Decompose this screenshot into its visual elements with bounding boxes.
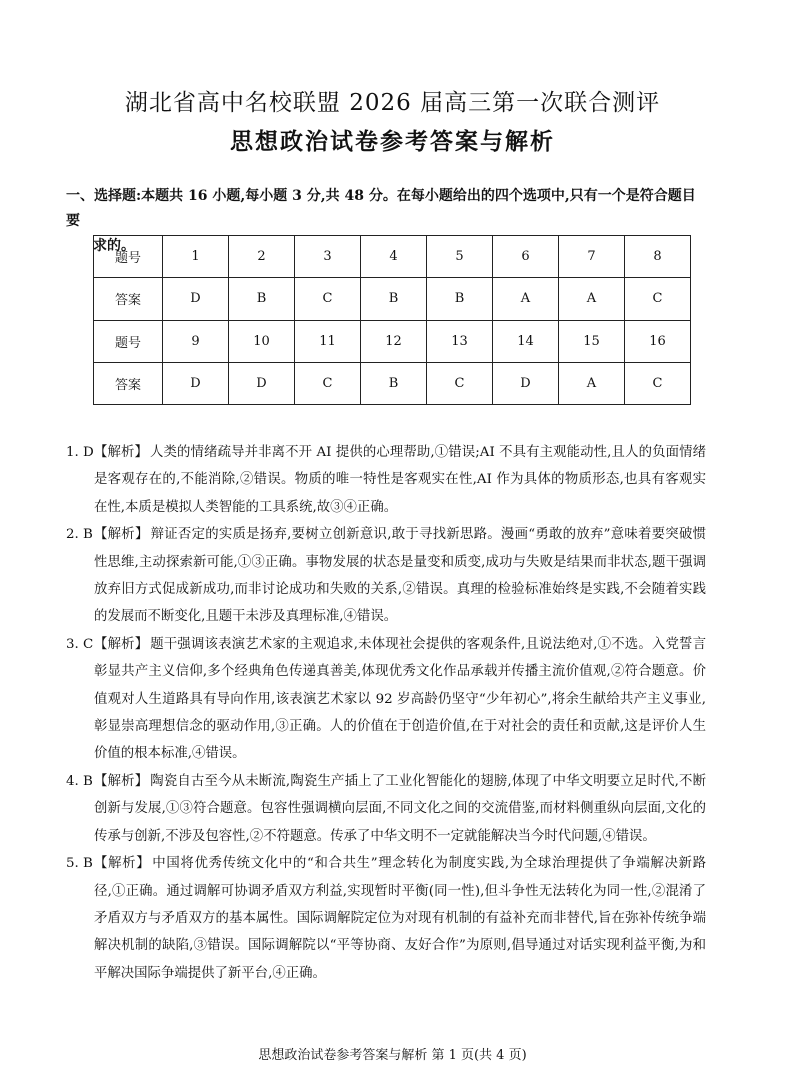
- table-cell: A: [559, 362, 625, 404]
- table-cell: B: [361, 278, 427, 320]
- table-cell: 2: [229, 236, 295, 278]
- table-cell: B: [229, 278, 295, 320]
- exam-title: 湖北省高中名校联盟 2026 届高三第一次联合测评: [124, 90, 661, 116]
- table-cell: 14: [493, 320, 559, 362]
- section-1-intro-line2: 求的。: [93, 238, 135, 254]
- explanation-item: [66, 631, 706, 768]
- table-row: [94, 362, 691, 404]
- table-cell: B: [361, 362, 427, 404]
- explanation-item: [66, 768, 706, 850]
- table-cell: C: [427, 362, 493, 404]
- table-cell: 4: [361, 236, 427, 278]
- table-cell: 6: [493, 236, 559, 278]
- table-cell: 13: [427, 320, 493, 362]
- table-cell: 11: [295, 320, 361, 362]
- table-cell: C: [295, 362, 361, 404]
- answer-table: [93, 235, 691, 405]
- explanation-item: [66, 850, 706, 987]
- table-cell: 5: [427, 236, 493, 278]
- table-cell: D: [229, 362, 295, 404]
- analysis-text: 辩证否定的实质是扬弃,要树立创新意识,敢于寻找新思路。漫画“勇敢的放弃”意味着要突破惯性思维,主动探索新可能,①③正确。事物发展的状态是量变和质变,成功与失败是结果而非状态,题干强调放弃旧方式促成新成功,而非讨论成功和失败的关系,②错误。真理的检验标准始终是实践,不会随着实践的发展而不断变化,且题干未涉及真理标准,④错误。: [94, 527, 707, 625]
- explanation-list: [66, 439, 706, 987]
- table-cell: 15: [559, 320, 625, 362]
- row-label: 题号: [94, 236, 163, 278]
- analysis-text: 人类的情绪疏导并非离不开 AI 提供的心理帮助,①错误;AI 不具有主观能动性,且人的负面情绪是客观存在的,不能消除,②错误。物质的唯一特性是客观实在性,AI 作为具体的物质形态,也具有客观实在性,本质是模拟人类智能的工具系统,故③④正确。: [94, 445, 706, 515]
- analysis-text: 陶瓷自古至今从未断流,陶瓷生产插上了工业化智能化的翅膀,体现了中华文明要立足时代,不断创新与发展,①③符合题意。包容性强调横向层面,不同文化之间的交流借鉴,而材料侧重纵向层面,文化的传承与创新,不涉及包容性,②不符题意。传承了中华文明不一定就能解决当今时代问题,④错误。: [94, 773, 706, 844]
- table-cell: D: [493, 362, 559, 404]
- table-cell: 7: [559, 236, 625, 278]
- table-cell: D: [163, 278, 229, 320]
- table-cell: 9: [163, 320, 229, 362]
- question-number: 2. B: [66, 527, 93, 543]
- table-cell: 8: [625, 236, 691, 278]
- table-cell: C: [295, 278, 361, 320]
- row-label: 答案: [94, 278, 163, 320]
- table-cell: 12: [361, 320, 427, 362]
- table-cell: A: [559, 278, 625, 320]
- analysis-tag: 【解析】: [94, 856, 151, 872]
- analysis-text: 题干强调该表演艺术家的主观追求,未体现社会提供的客观条件,且说法绝对,①不选。入党誓言彰显共产主义信仰,多个经典角色传递真善美,体现优秀文化作品承载并传播主流价值观,②符合题意。价值观对人生道路具有导向作用,该表演艺术家以 92 岁高龄仍坚守“少年初心”,将余生献给共产主义事业,彰显崇高理想信念的驱动作用,③正确。人的价值在于创造价值,在于对社会的责任和贡献,这是评价人生价值的根本标准,④错误。: [94, 636, 706, 762]
- answer-key-title: 思想政治试卷参考答案与解析: [230, 128, 555, 155]
- analysis-tag: 【解析】: [94, 445, 149, 460]
- analysis-tag: 【解析】: [94, 636, 149, 652]
- question-number: 5. B: [66, 856, 93, 872]
- page-footer: 思想政治试卷参考答案与解析 第 1 页(共 4 页): [258, 1048, 527, 1063]
- row-label: 题号: [94, 320, 163, 362]
- analysis-tag: 【解析】: [94, 527, 149, 543]
- table-cell: B: [427, 278, 493, 320]
- table-cell: D: [163, 362, 229, 404]
- analysis-text: 中国将优秀传统文化中的“和合共生”理念转化为制度实践,为全球治理提供了争端解决新路径,①正确。通过调解可协调矛盾双方利益,实现暂时平衡(同一性),但斗争性无法转化为同一性,②混淆了矛盾双方与矛盾双方的基本属性。国际调解院定位为对现有机制的有益补充而非替代,旨在弥补传统争端解决机制的缺陷,③错误。国际调解院以“平等协商、友好合作”为原则,倡导通过对话实现利益平衡,为和平解决国际争端提供了新平台,④正确。: [94, 856, 707, 981]
- question-number: 3. C: [66, 636, 94, 652]
- question-number: 4. B: [66, 773, 93, 789]
- table-row: [94, 320, 691, 362]
- table-row: [94, 236, 691, 278]
- table-cell: C: [625, 362, 691, 404]
- table-cell: 10: [229, 320, 295, 362]
- table-cell: 3: [295, 236, 361, 278]
- section-1-intro-line1: 一、选择题:本题共 16 小题,每小题 3 分,共 48 分。在每小题给出的四个选项中,只有一个是符合题目要: [66, 188, 696, 229]
- table-cell: C: [625, 278, 691, 320]
- table-cell: A: [493, 278, 559, 320]
- table-row: [94, 278, 691, 320]
- table-cell: 1: [163, 236, 229, 278]
- explanation-item: [66, 439, 706, 521]
- explanation-item: [66, 521, 706, 631]
- analysis-tag: 【解析】: [94, 773, 149, 789]
- row-label: 答案: [94, 362, 163, 404]
- table-cell: 16: [625, 320, 691, 362]
- question-number: 1. D: [66, 445, 94, 460]
